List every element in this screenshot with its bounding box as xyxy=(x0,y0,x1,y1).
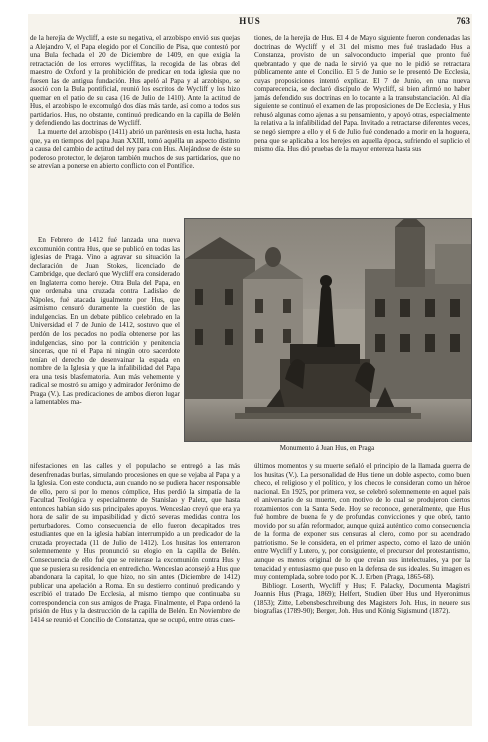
paragraph: últimos momentos y su muerte señaló el principio de la llamada guerra de los husitas (V.). La personalidad de Hus tiene un doble aspecto, como buen checo, el religioso y el político, y los checos le consideran como un héroe nacional. En 1925, por primera vez, se celebró solemnemente en aquel país el aniversario de su muerte, con motivo de lo cual se produjeron ciertos rozamientos con la Santa Sede. Hoy se reconoce, generalmente, que Hus fué hombre de buena fe y de profundas convicciones y que obró, tanto movido por su afán reformador, aunque quizá auténtico como consecuencia de la forma de exponer sus censuras al clero, como por su acendrado patriotismo. Se le considera, en el primer aspecto, como el lazo de unión entre Wycliff y Lutero, y, por consiguiente, el precursor del protestantismo, aunque es menos original de lo que creían sus intelectuales, ya por la tenacidad y entusiasmo que puso en la defensa de sus ideales. Su imagen es muy contemplada, sobre todo por K. J. Erben (Praga, 1865-68). xyxy=(254,462,470,582)
column-right-top xyxy=(254,34,470,236)
column-left-bottom xyxy=(30,462,240,724)
monument-photo-illustration xyxy=(185,219,471,441)
photo-caption: Monumento á Juan Hus, en Praga xyxy=(279,444,375,452)
paragraph: En Febrero de 1412 fué lanzada una nueva excomunión contra Hus, que se publicó en todas las iglesias de Praga. Vino a agravar su situación la declaración de Juan Stokes, licenciado de Cambridge, que declaró que Wycliff era considerado en Inglaterra como hereje. Otra Bula del Papa, en que ordenaba una cruzada contra Ladislao de Nápoles, fué atacada igualmente por Hus, que asimismo censuró duramente la cuestión de las indulgencias. En un debate público celebrado en la Universidad el 7 de Junio de 1412, sostuvo que el perdón de los pecados no podía obtenerse por las indulgencias, sino por la contrición y penitencia sinceras, que ni el Papa ni ningún otro sacerdote tenían el derecho de desenvainar la espada en nombre de la Iglesia y que la infalibilidad del Papa era una tesis blasfematoria. Aun más vehemente y radical se mostró su amigo y admirador Jerónimo de Praga (V.). Las predicaciones de ambos dieron lugar a lamentables ma- xyxy=(30,236,180,407)
paragraph: de la herejía de Wycliff, a este su negativa, el arzobispo envió sus quejas a Alejandro V, el Papa elegido por el Concilio de Pisa, que contestó por una Bula fechada el 20 de Diciembre de 1409, en que exigía la retractación de los errores wycliffitas, la recogida de las obras del maestro de Oxford y la prohibición de predicar en toda iglesia que no fuesen las de antigua fundación. Hus apeló al Papa y al arzobispo, se asoció con la Bula pontificial, reunió los escritos de Wycliff y los hizo quemar en el patio de su casa (16 de Julio de 1410). Ante la actitud de Hus, el arzobispo le excomulgó dos días más tarde, así como a todos sus partidarios. Hus, no obstante, continuó predicando en la capilla de Belén y defendiendo las doctrinas de Wycliff. xyxy=(30,34,240,128)
column-left-narrow xyxy=(30,236,180,462)
page-header xyxy=(28,16,472,30)
paragraph: nifestaciones en las calles y el populacho se entregó a las más desenfrenadas burlas, simulando procesiones en que se vejaba al Papa y a la Iglesia. Con este conducta, aun cuando no se pudiera hacer responsable de ello, pero si por lo menos cómplice, Hus perdió la simpatía de la Facultad Teológica y especialmente de Stanislao y Paletz, que hasta entonces habían sido sus principales apoyos. Wenceslao creyó que era ya hora de salir de su impasibilidad y dictó severas medidas contra los perturbadores. Como consecuencia de ello fueron decapitados tres estudiantes que en la iglesia habían interrumpido a un predicador de la cruzada proyectada (11 de Julio de 1412). Los husitas los enterraron solemnemente y Hus pronunció su elogio en la capilla de Belén. Consecuencia de ello fué que se reiterase la excomunión contra Hus y que se pusiera su residencia en entredicho. Wenceslao aconsejó a Hus que abandonara la capital, lo que hizo, no sin antes (Diciembre de 1412) publicar una apelación a Roma. En su destierro continuó predicando y escribió el tratado De Ecclesia, al mismo tiempo que continuaba su correspondencia con sus amigos de Praga. Finalmente, el Papa ordenó la prisión de Hus y la destrucción de la capilla de Belén. En Noviembre de 1414 se reunió el Concilio de Constanza, que se ocupó, entre otras cues- xyxy=(30,462,240,624)
column-left-top xyxy=(30,34,240,236)
paragraph: tiones, de la herejía de Hus. El 4 de Mayo siguiente fueron condenadas las doctrinas de Wycliff y el 31 del mismo mes fué trasladado Hus a Constanza, provisto de un salvoconducto imperial que pronto fué quebrantado y que de nada le sirvió ya que no le pidió se retractara públicamente ante el Concilio. El 5 de Junio se le presentó De Ecclesia, cuyas proposiciones intentó explicar. El 7 de Junio, en una nueva comparecencia, se declaró discípulo de Wycliff, si bien afirmó no haber jamás defendido sus doctrinas en lo tocante a la transubstanciación. Al día siguiente se continuó el examen de las proposiciones de De Ecclesia, y Hus rehusó algunas como ajenas a su pensamiento, y apoyó otras, especialmente la relativa a la infalibilidad del Papa. Invitado a retractarse diferentes veces, se negó siempre a ello y el 6 de Julio fué condenado a morir en la hoguera, pena que se aplicaba a los herejes en aquella época, sufriendo el suplicio el mismo día. Hus dió pruebas de la mayor entereza hasta sus xyxy=(254,34,470,154)
running-head: HUS xyxy=(239,16,261,26)
page-number: 763 xyxy=(456,16,470,26)
encyclopedia-page xyxy=(28,14,472,726)
paragraph: La muerte del arzobispo (1411) abrió un paréntesis en esta lucha, hasta que, ya en tiempos del papa Juan XXIII, tomó aquélla un aspecto distinto a causa del cambio de actitud del rey para con Hus. Alejándose de éste su poderoso protector, le dejaron también muchos de sus partidarios, que no se atrevían a ponerse en abierto conflicto con el Pontífice. xyxy=(30,128,240,171)
monument-photo xyxy=(184,218,472,442)
column-right-bottom xyxy=(254,462,470,724)
bibliography: Bibliogr. Loserth, Wycliff y Hus; F. Palacky, Documenta Magistri Joannis Hus (Praga, 1869); Helfert, Studien über Hus und Hyeronimus (1853); Zitte, Lebensbeschreibung des Magisters Joh. Hus, in neuere sus biografías (1789-90); Berger, Joh. Hus und König Sigismund (1872). xyxy=(254,581,470,616)
